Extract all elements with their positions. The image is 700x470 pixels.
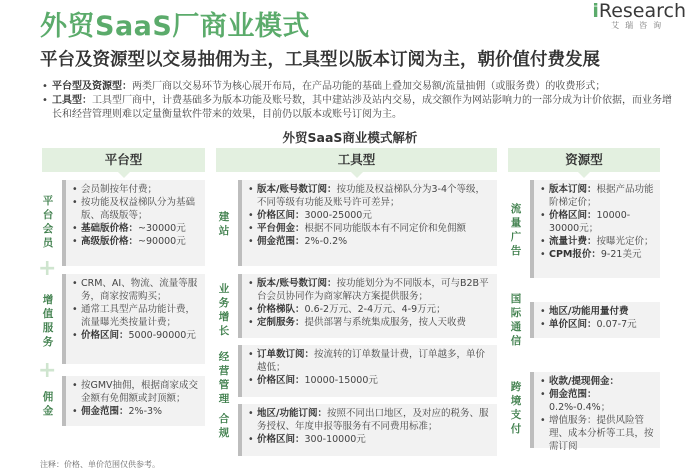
list-item: • 版本订阅：根据产品功能阶梯定价；	[540, 183, 654, 209]
page-subtitle: 平台及资源型以交易抽佣为主，工具型以版本订阅为主，朝价值付费发展	[40, 50, 600, 70]
category-resource-ads: 流量广告	[510, 203, 522, 257]
list-item: • 佣金范围：2%-0.2%	[248, 235, 491, 248]
list-item: • 按功能及权益梯队分为基础版、高级版等；	[72, 196, 199, 222]
logo-wordmark: iResearch	[592, 0, 686, 22]
list-item: • 基础版价格：~30000元	[72, 222, 199, 235]
column-header-resource: 资源型	[508, 148, 660, 172]
list-item: • 佣金范围：2%-3%	[72, 405, 199, 418]
list-item: • 价格梯队：0.6-2万元、2-4万元、4-9万元；	[248, 303, 491, 316]
category-tool-site-building: 建站	[218, 211, 230, 237]
page-title: 外贸SaaS厂商业模式	[40, 11, 310, 42]
list-item: • 增值服务：提供风险管理、成本分析等工具，按需订阅	[540, 414, 654, 453]
platform-value-added-box	[62, 274, 205, 364]
list-item: • 通常工具型产品功能计费，流量曝光类按量计费；	[72, 303, 199, 329]
category-tool-growth: 业务增长	[218, 283, 230, 337]
list-item: • 地区/功能用量付费	[540, 305, 654, 318]
column-header-platform: 平台型	[42, 148, 205, 172]
list-item: • 版本/账号数订阅：按功能及权益梯队分为3-4个等级，不同等级有功能及账号许可差异；	[248, 183, 491, 209]
list-item: • CPM报价：9-21美元	[540, 248, 654, 261]
list-item: • 价格区间：3000-25000元	[248, 209, 491, 222]
chart-title: 外贸SaaS商业模式解析	[282, 130, 418, 145]
category-platform-value-added: 增值服务	[42, 294, 54, 348]
list-item: • 定制服务：提供部署与系统集成服务，按人天收费	[248, 316, 491, 329]
list-item: • 价格区间：5000-90000元	[72, 329, 199, 342]
list-item: • 价格区间：10000-15000元	[248, 374, 491, 387]
iresearch-logo	[592, 0, 686, 31]
list-item: • 平台佣金：根据不同功能版本有不同定价和免佣额	[248, 222, 491, 235]
category-platform-membership: 平台会员	[42, 195, 54, 249]
tool-compliance-box	[238, 404, 497, 456]
list-item: • 版本/账号数订阅：按功能划分为不同版本，可与B2B平台会员协同作为商家解决方案提供服务；	[248, 277, 491, 303]
plus-icon: +	[38, 358, 57, 383]
list-item: • 佣金范围：0.2%-0.4%；	[540, 388, 654, 414]
category-resource-payment: 跨境支付	[510, 381, 522, 435]
list-item: • 价格区间：10000-30000元；	[540, 209, 654, 235]
tool-growth-box	[238, 274, 497, 338]
tool-site-building-box	[238, 180, 497, 266]
resource-ads-box	[530, 180, 660, 278]
list-item: • 按GMV抽佣，根据商家成交金额有免佣额或封顶额；	[72, 379, 199, 405]
plus-icon: +	[38, 256, 57, 281]
resource-payment-box	[530, 372, 660, 452]
list-item: • 单价区间：0.07-7元	[540, 318, 654, 331]
list-item: • 地区/功能订阅：按照不同出口地区，及对应的税务、服务授权、年度申报等服务有不同费用标准；	[248, 407, 491, 433]
list-item: • 流量计费：按曝光定价；	[540, 235, 654, 248]
category-resource-telecom: 国际通信	[510, 293, 522, 347]
list-item: • 高级版价格：~90000元	[72, 235, 199, 248]
column-header-tool: 工具型	[216, 148, 497, 172]
list-item: • 价格区间：300-10000元	[248, 433, 491, 446]
logo-subtext: 艾瑞咨询	[611, 21, 668, 30]
category-tool-management: 经营管理	[218, 351, 230, 405]
list-item: • 会员制按年付费；	[72, 183, 199, 196]
tool-management-box	[238, 345, 497, 397]
bullet-platform: • 平台型及资源型：两类厂商以交易环节为核心展开布局，在产品功能的基础上叠加交易额/流量抽佣（或服务费）的收费形式；	[42, 80, 672, 94]
bullet-tool: • 工具型：工具型厂商中，计费基础多为版本功能及账号数，其中建站涉及站内交易，成交额作为网站影响力的一部分成为计价依据，而业务增长和经营管理则难以定量衡量软件带来的效果，目前仍以版本或账号订阅为主。	[42, 94, 672, 122]
list-item: • 收款/提现佣金：	[540, 375, 654, 388]
platform-membership-box	[62, 180, 205, 266]
category-platform-commission: 佣金	[42, 391, 54, 417]
list-item: • CRM、AI、物流、流量等服务，商家按需购买；	[72, 277, 199, 303]
footnote: 注释：价格、单价范围仅供参考。	[40, 460, 160, 469]
resource-telecom-box	[530, 302, 660, 338]
category-tool-compliance: 合规	[218, 413, 230, 439]
list-item: • 订单数订阅：按流转的订单数量计费，订单越多，单价越低；	[248, 348, 491, 374]
platform-commission-box	[62, 376, 205, 426]
summary-bullets	[42, 80, 672, 122]
